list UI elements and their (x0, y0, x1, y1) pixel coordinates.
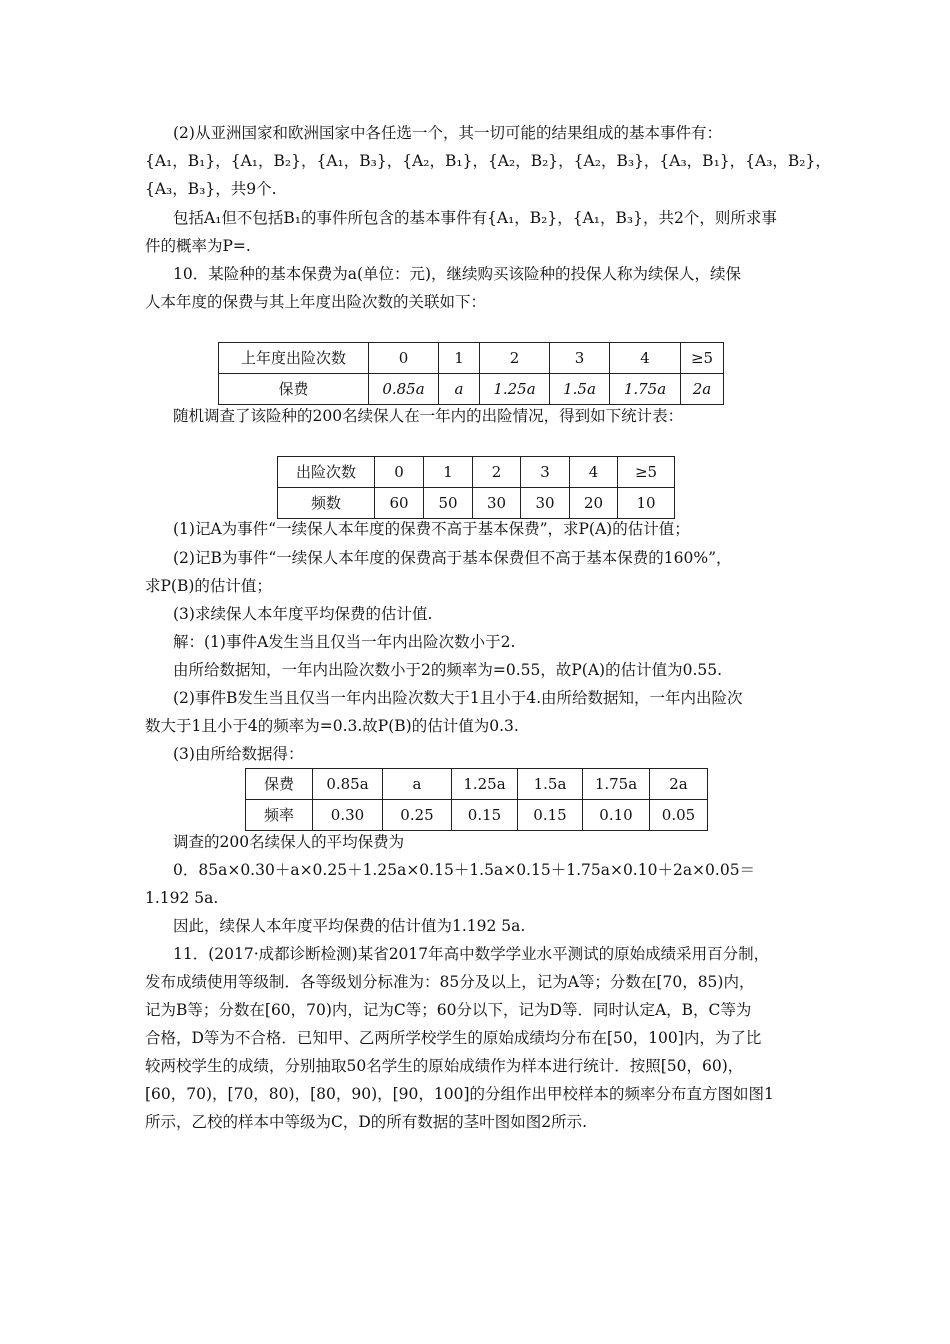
table-row (219, 374, 724, 405)
table-cell: 保费 (219, 374, 369, 405)
table-cell: 保费 (246, 769, 313, 800)
table-cell: 1.5a (550, 374, 610, 405)
text-line: 合格，D等为不合格．已知甲、乙两所学校学生的原始成绩均分布在[50，100]内，为了比 (145, 1029, 762, 1047)
table-row (246, 800, 708, 831)
text-line: 求P(B)的估计值； (145, 577, 272, 595)
table-cell: 0.10 (583, 800, 650, 831)
table-cell: 0.85a (313, 769, 383, 800)
table-cell: 2a (681, 374, 724, 405)
text-line: 包括A₁但不包括B₁的事件所包含的基本事件有{A₁，B₂}，{A₁，B₃}，共2个，则所求事 (173, 209, 777, 227)
text-line: 因此，续保人本年度平均保费的估计值为1.192 5a. (173, 917, 526, 935)
table-cell: a (439, 374, 480, 405)
solution-start: 解：(1)事件A发生当且仅当一年内出险次数小于2. (173, 633, 516, 651)
table-cell: 3 (521, 457, 570, 488)
text-line: (1)记A为事件“一续保人本年度的保费不高于基本保费”，求P(A)的估计值； (173, 520, 690, 538)
text-line: (2)事件B发生当且仅当一年内出险次数大于1且小于4.由所给数据知，一年内出险次 (173, 689, 743, 707)
table-cell: 30 (521, 488, 570, 519)
table-row (278, 457, 675, 488)
table-cell: 0.15 (452, 800, 518, 831)
table-cell: 0.05 (650, 800, 708, 831)
table-cell: 频率 (246, 800, 313, 831)
table-cell: 0.25 (383, 800, 452, 831)
table-cell: 20 (570, 488, 618, 519)
table-cell: 频数 (278, 488, 375, 519)
text-line: {A₃，B₃}，共9个. (145, 180, 277, 198)
table-cell: ≥5 (681, 343, 724, 374)
text-line: 件的概率为P=. (145, 237, 251, 255)
table-cell: 2 (473, 457, 521, 488)
question-10-text: 10．某险种的基本保费为a(单位：元)，继续购买该险种的投保人称为续保人，续保 (173, 265, 742, 283)
text-line: 发布成绩使用等级制．各等级划分标准为：85分及以上，记为A等；分数在[70，85)内， (145, 973, 755, 991)
table-cell: 50 (424, 488, 473, 519)
text-line: 所示，乙校的样本中等级为C，D的所有数据的茎叶图如图2所示. (145, 1113, 588, 1131)
table-cell: 1.75a (610, 374, 681, 405)
table-cell: 4 (570, 457, 618, 488)
table-cell: 1 (424, 457, 473, 488)
table-cell: 60 (375, 488, 424, 519)
table-cell: 1.25a (452, 769, 518, 800)
question-11-text: 11．(2017·成都诊断检测)某省2017年高中数学学业水平测试的原始成绩采用百分制， (173, 945, 770, 963)
table-cell: 0.85a (369, 374, 439, 405)
text-line: 由所给数据知，一年内出险次数小于2的频率为=0.55，故P(A)的估计值为0.55. (173, 661, 723, 679)
table-cell: 0 (369, 343, 439, 374)
text-line: [60，70)，[70，80)，[80，90)，[90，100]的分组作出甲校样本的频率分布直方图如图1 (145, 1085, 774, 1103)
text-line: 0．85a×0.30＋a×0.25＋1.25a×0.15＋1.5a×0.15＋1.75a×0.10＋2a×0.05＝ (173, 861, 756, 879)
premium-table (218, 342, 724, 405)
table-cell: ≥5 (618, 457, 675, 488)
text-line: 调查的200名续保人的平均保费为 (173, 833, 405, 851)
table-cell: 0.30 (313, 800, 383, 831)
text-line: 数大于1且小于4的频率为=0.3.故P(B)的估计值为0.3. (145, 717, 519, 735)
table-cell: 上年度出险次数 (219, 343, 369, 374)
table-cell: 3 (550, 343, 610, 374)
claims-frequency-table (277, 456, 675, 519)
text-line: (2)从亚洲国家和欧洲国家中各任选一个，其一切可能的结果组成的基本事件有： (173, 124, 722, 142)
text-line: (3)由所给数据得： (173, 745, 304, 763)
table-cell: 1.5a (518, 769, 583, 800)
table-cell: 30 (473, 488, 521, 519)
table-cell: 1.75a (583, 769, 650, 800)
table-cell: 0.15 (518, 800, 583, 831)
premium-frequency-table (245, 768, 708, 831)
text-line: 较两校学生的成绩，分别抽取50名学生的原始成绩作为样本进行统计．按照[50，60)， (145, 1057, 744, 1075)
table-row (278, 488, 675, 519)
text-line: 记为B等；分数在[60，70)内，记为C等；60分以下，记为D等．同时认定A，B，C等为 (145, 1001, 752, 1019)
text-line: 1.192 5a. (145, 889, 219, 907)
table-cell: 1 (439, 343, 480, 374)
table-cell: 出险次数 (278, 457, 375, 488)
table-row (246, 769, 708, 800)
table-cell: 0 (375, 457, 424, 488)
table-cell: a (383, 769, 452, 800)
text-line: (2)记B为事件“一续保人本年度的保费高于基本保费但不高于基本保费的160%”， (173, 549, 732, 567)
table-cell: 10 (618, 488, 675, 519)
text-line: (3)求续保人本年度平均保费的估计值. (173, 605, 433, 623)
table-cell: 4 (610, 343, 681, 374)
table-cell: 1.25a (480, 374, 550, 405)
table-cell: 2a (650, 769, 708, 800)
table-row (219, 343, 724, 374)
text-line: {A₁，B₁}，{A₁，B₂}，{A₁，B₃}，{A₂，B₁}，{A₂，B₂}，{A₂，B₃}，{A₃，B₁}，{A₃，B₂}， (145, 152, 831, 170)
table-cell: 2 (480, 343, 550, 374)
text-line: 随机调查了该险种的200名续保人在一年内的出险情况，得到如下统计表： (173, 407, 684, 425)
text-line: 人本年度的保费与其上年度出险次数的关联如下： (145, 293, 487, 311)
